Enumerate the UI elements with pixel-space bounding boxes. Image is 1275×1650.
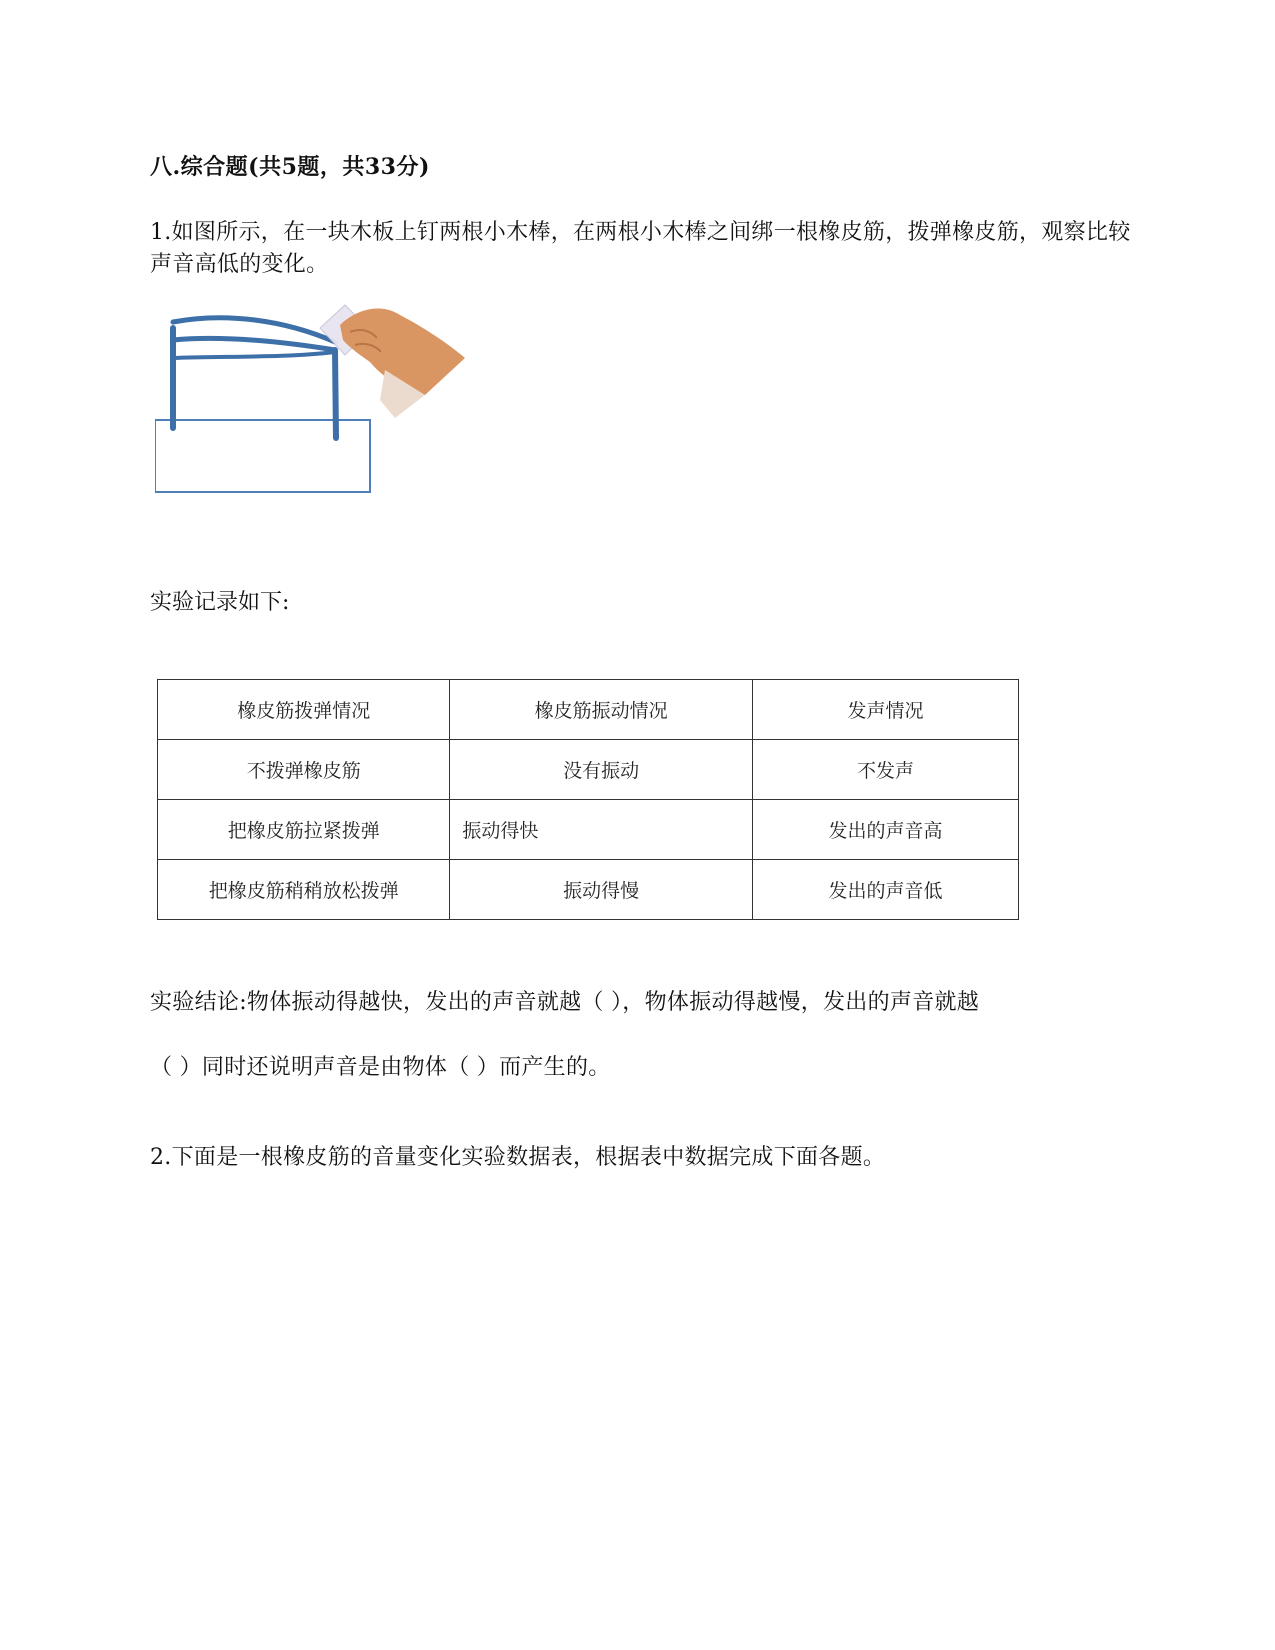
right-stick bbox=[335, 350, 336, 438]
rubber-band-lower bbox=[173, 352, 335, 358]
header-cell: 橡皮筋拨弹情况 bbox=[158, 680, 450, 740]
question-1-text: 1.如图所示，在一块木板上钉两根小木棒，在两根小木棒之间绑一根橡皮筋，拨弹橡皮筋，观察比较声音高低的变化。 bbox=[150, 220, 1131, 277]
header-cell: 橡皮筋振动情况 bbox=[450, 680, 753, 740]
table-cell: 不发声 bbox=[752, 740, 1018, 800]
table-cell: 发出的声音高 bbox=[752, 800, 1018, 860]
experiment-record-table bbox=[157, 679, 1019, 920]
rubber-band-apparatus-figure bbox=[155, 300, 495, 525]
table-cell: 把橡皮筋稍稍放松拨弹 bbox=[158, 860, 450, 920]
hand-plucking bbox=[320, 305, 465, 418]
top-bar bbox=[173, 338, 335, 350]
table-cell: 振动得快 bbox=[450, 800, 753, 860]
table-row bbox=[158, 860, 1019, 920]
record-label: 实验记录如下: bbox=[150, 590, 290, 615]
table-cell: 振动得慢 bbox=[450, 860, 753, 920]
table-header-row bbox=[158, 680, 1019, 740]
table-cell: 把橡皮筋拉紧拨弹 bbox=[158, 800, 450, 860]
section-title: 八.综合题(共5题，共33分) bbox=[150, 154, 430, 180]
table-cell: 发出的声音低 bbox=[752, 860, 1018, 920]
conclusion-line-1: 实验结论:物体振动得越快，发出的声音就越（ ），物体振动得越慢，发出的声音就越 bbox=[150, 990, 980, 1015]
question-2-text: 2.下面是一根橡皮筋的音量变化实验数据表，根据表中数据完成下面各题。 bbox=[150, 1145, 886, 1170]
table-cell: 没有振动 bbox=[450, 740, 753, 800]
table-row bbox=[158, 740, 1019, 800]
header-cell: 发声情况 bbox=[752, 680, 1018, 740]
table-cell: 不拨弹橡皮筋 bbox=[158, 740, 450, 800]
table-row bbox=[158, 800, 1019, 860]
conclusion-line-2: （ ）同时还说明声音是由物体（ ）而产生的。 bbox=[150, 1055, 611, 1080]
